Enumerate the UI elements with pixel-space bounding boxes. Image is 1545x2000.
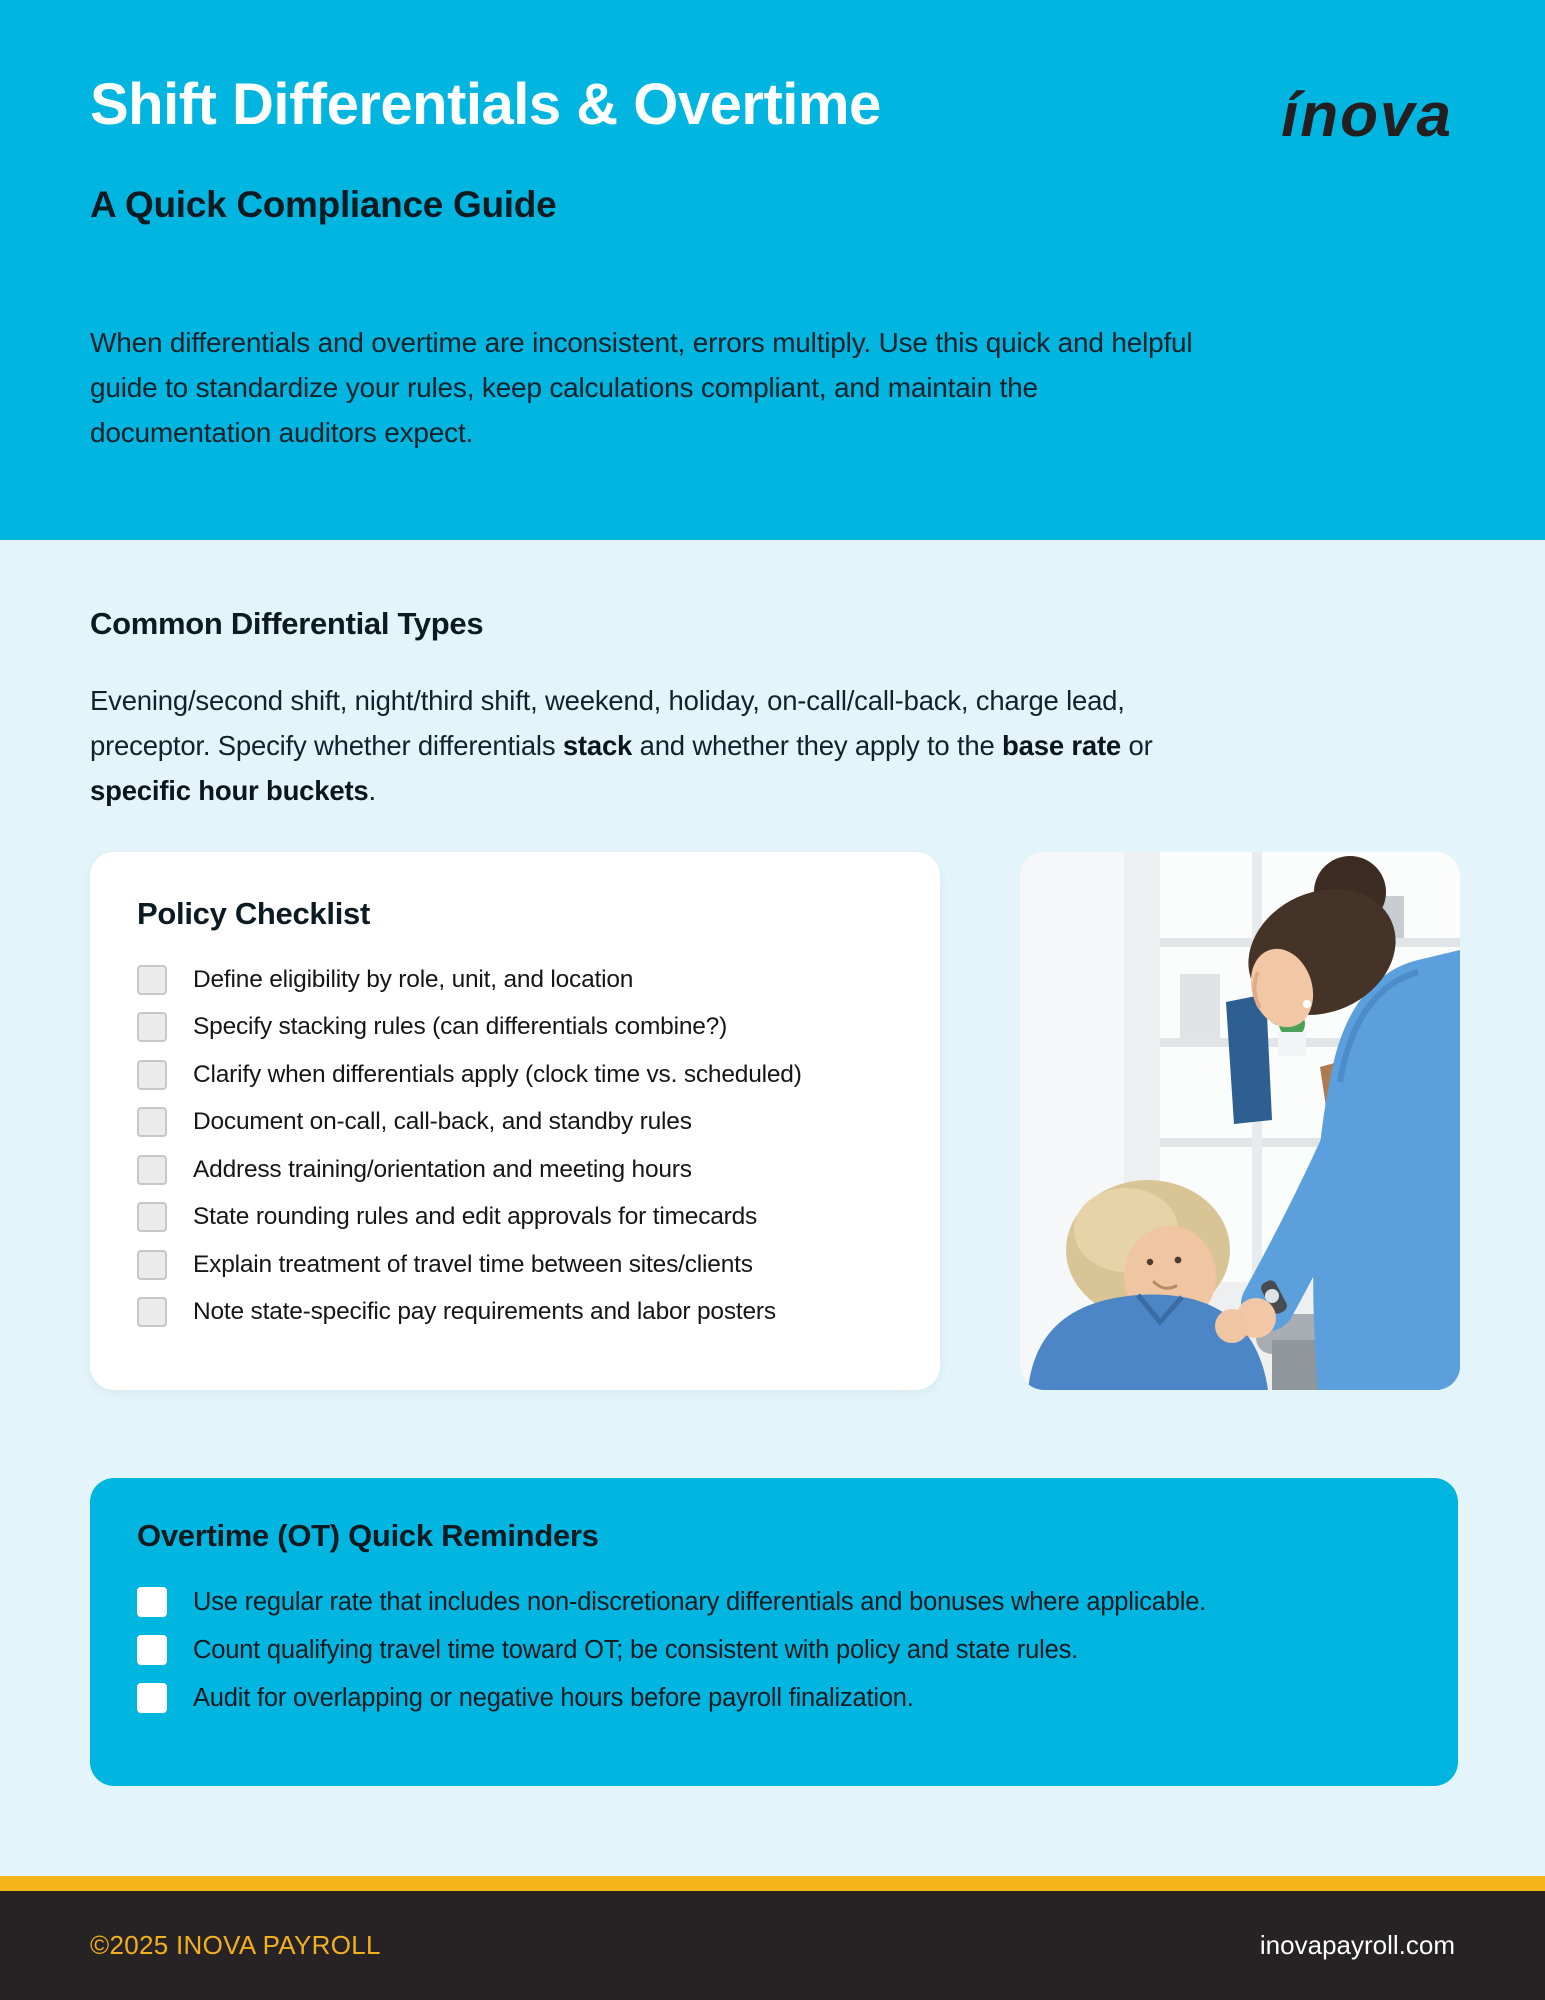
types-text: . [368,775,376,806]
copyright-text: ©2025 INOVA PAYROLL [90,1930,381,1960]
checklist-item [137,956,904,1004]
checklist-item-label: Document on-call, call-back, and standby rules [193,1108,692,1136]
website-link[interactable]: inovapayroll.com [1259,1930,1455,1960]
checkbox[interactable] [137,1012,167,1042]
checklist-item [137,1146,904,1194]
checklist-item-label: Count qualifying travel time toward OT; be consistent with policy and state rules. [193,1635,1079,1664]
checklist-item [137,1289,904,1337]
caregiver-photo [1020,852,1460,1390]
ot-reminders-list [137,1578,1422,1722]
page-subtitle: A Quick Compliance Guide [90,184,557,225]
intro-paragraph: When differentials and overtime are inconsistent, errors multiply. Use this quick and helpful guide to standardize your rules, keep calculations compliant, and maintain the documentation auditors expect. [90,327,1193,448]
policy-checklist-heading: Policy Checklist [137,896,370,931]
policy-checklist [137,956,904,1336]
checklist-item [137,1051,904,1099]
inova-logo: ínova [1281,81,1453,150]
differential-types-paragraph [90,678,1230,813]
checklist-item-label: Explain treatment of travel time between sites/clients [193,1250,753,1278]
types-bold-hour-buckets: specific hour buckets [90,775,369,806]
checklist-item [137,1004,904,1052]
checklist-item [137,1578,1422,1626]
checklist-item-label: Clarify when differentials apply (clock time vs. scheduled) [193,1060,802,1088]
types-text: Evening/second shift, night/third shift, weekend, holiday, on-call/call-back, charge lead, preceptor. Specify whether differentials [90,685,1125,761]
checklist-item-label: Use regular rate that includes non-discretionary differentials and bonuses where applicable. [193,1587,1207,1616]
checkbox[interactable] [137,1202,167,1232]
types-text: and whether they apply to the [632,730,1003,761]
checklist-item-label: Specify stacking rules (can differentials combine?) [193,1013,728,1041]
checkbox[interactable] [137,1297,167,1327]
checklist-item-label: State rounding rules and edit approvals for timecards [193,1203,758,1231]
section-heading-differential-types: Common Differential Types [90,606,484,641]
checkbox[interactable] [137,1060,167,1090]
ot-reminders-card [90,1478,1458,1786]
checkbox[interactable] [137,1635,167,1665]
types-bold-base-rate: base rate [1002,730,1122,761]
checkbox[interactable] [137,1250,167,1280]
checklist-item [137,1674,1422,1722]
checklist-item-label: Note state-specific pay requirements and labor posters [193,1298,776,1326]
divider [0,1876,1545,1891]
checkbox[interactable] [137,1107,167,1137]
checkbox[interactable] [137,1155,167,1185]
header [0,0,1545,540]
checklist-item-label: Define eligibility by role, unit, and location [193,965,634,993]
types-bold-stack: stack [562,730,633,761]
page-title: Shift Differentials & Overtime [90,72,881,137]
checkbox[interactable] [137,1683,167,1713]
checklist-item [137,1099,904,1147]
checkbox[interactable] [137,1587,167,1617]
checklist-item [137,1626,1422,1674]
checklist-item [137,1194,904,1242]
footer [0,1891,1545,2000]
checklist-item-label: Audit for overlapping or negative hours before payroll finalization. [193,1683,914,1712]
types-text: or [1121,730,1153,761]
checklist-item [137,1241,904,1289]
caregiver-photo-illustration [1020,852,1460,1390]
checklist-item-label: Address training/orientation and meeting hours [193,1155,692,1183]
checkbox[interactable] [137,965,167,995]
ot-reminders-heading: Overtime (OT) Quick Reminders [137,1518,599,1553]
policy-checklist-card [90,852,940,1390]
